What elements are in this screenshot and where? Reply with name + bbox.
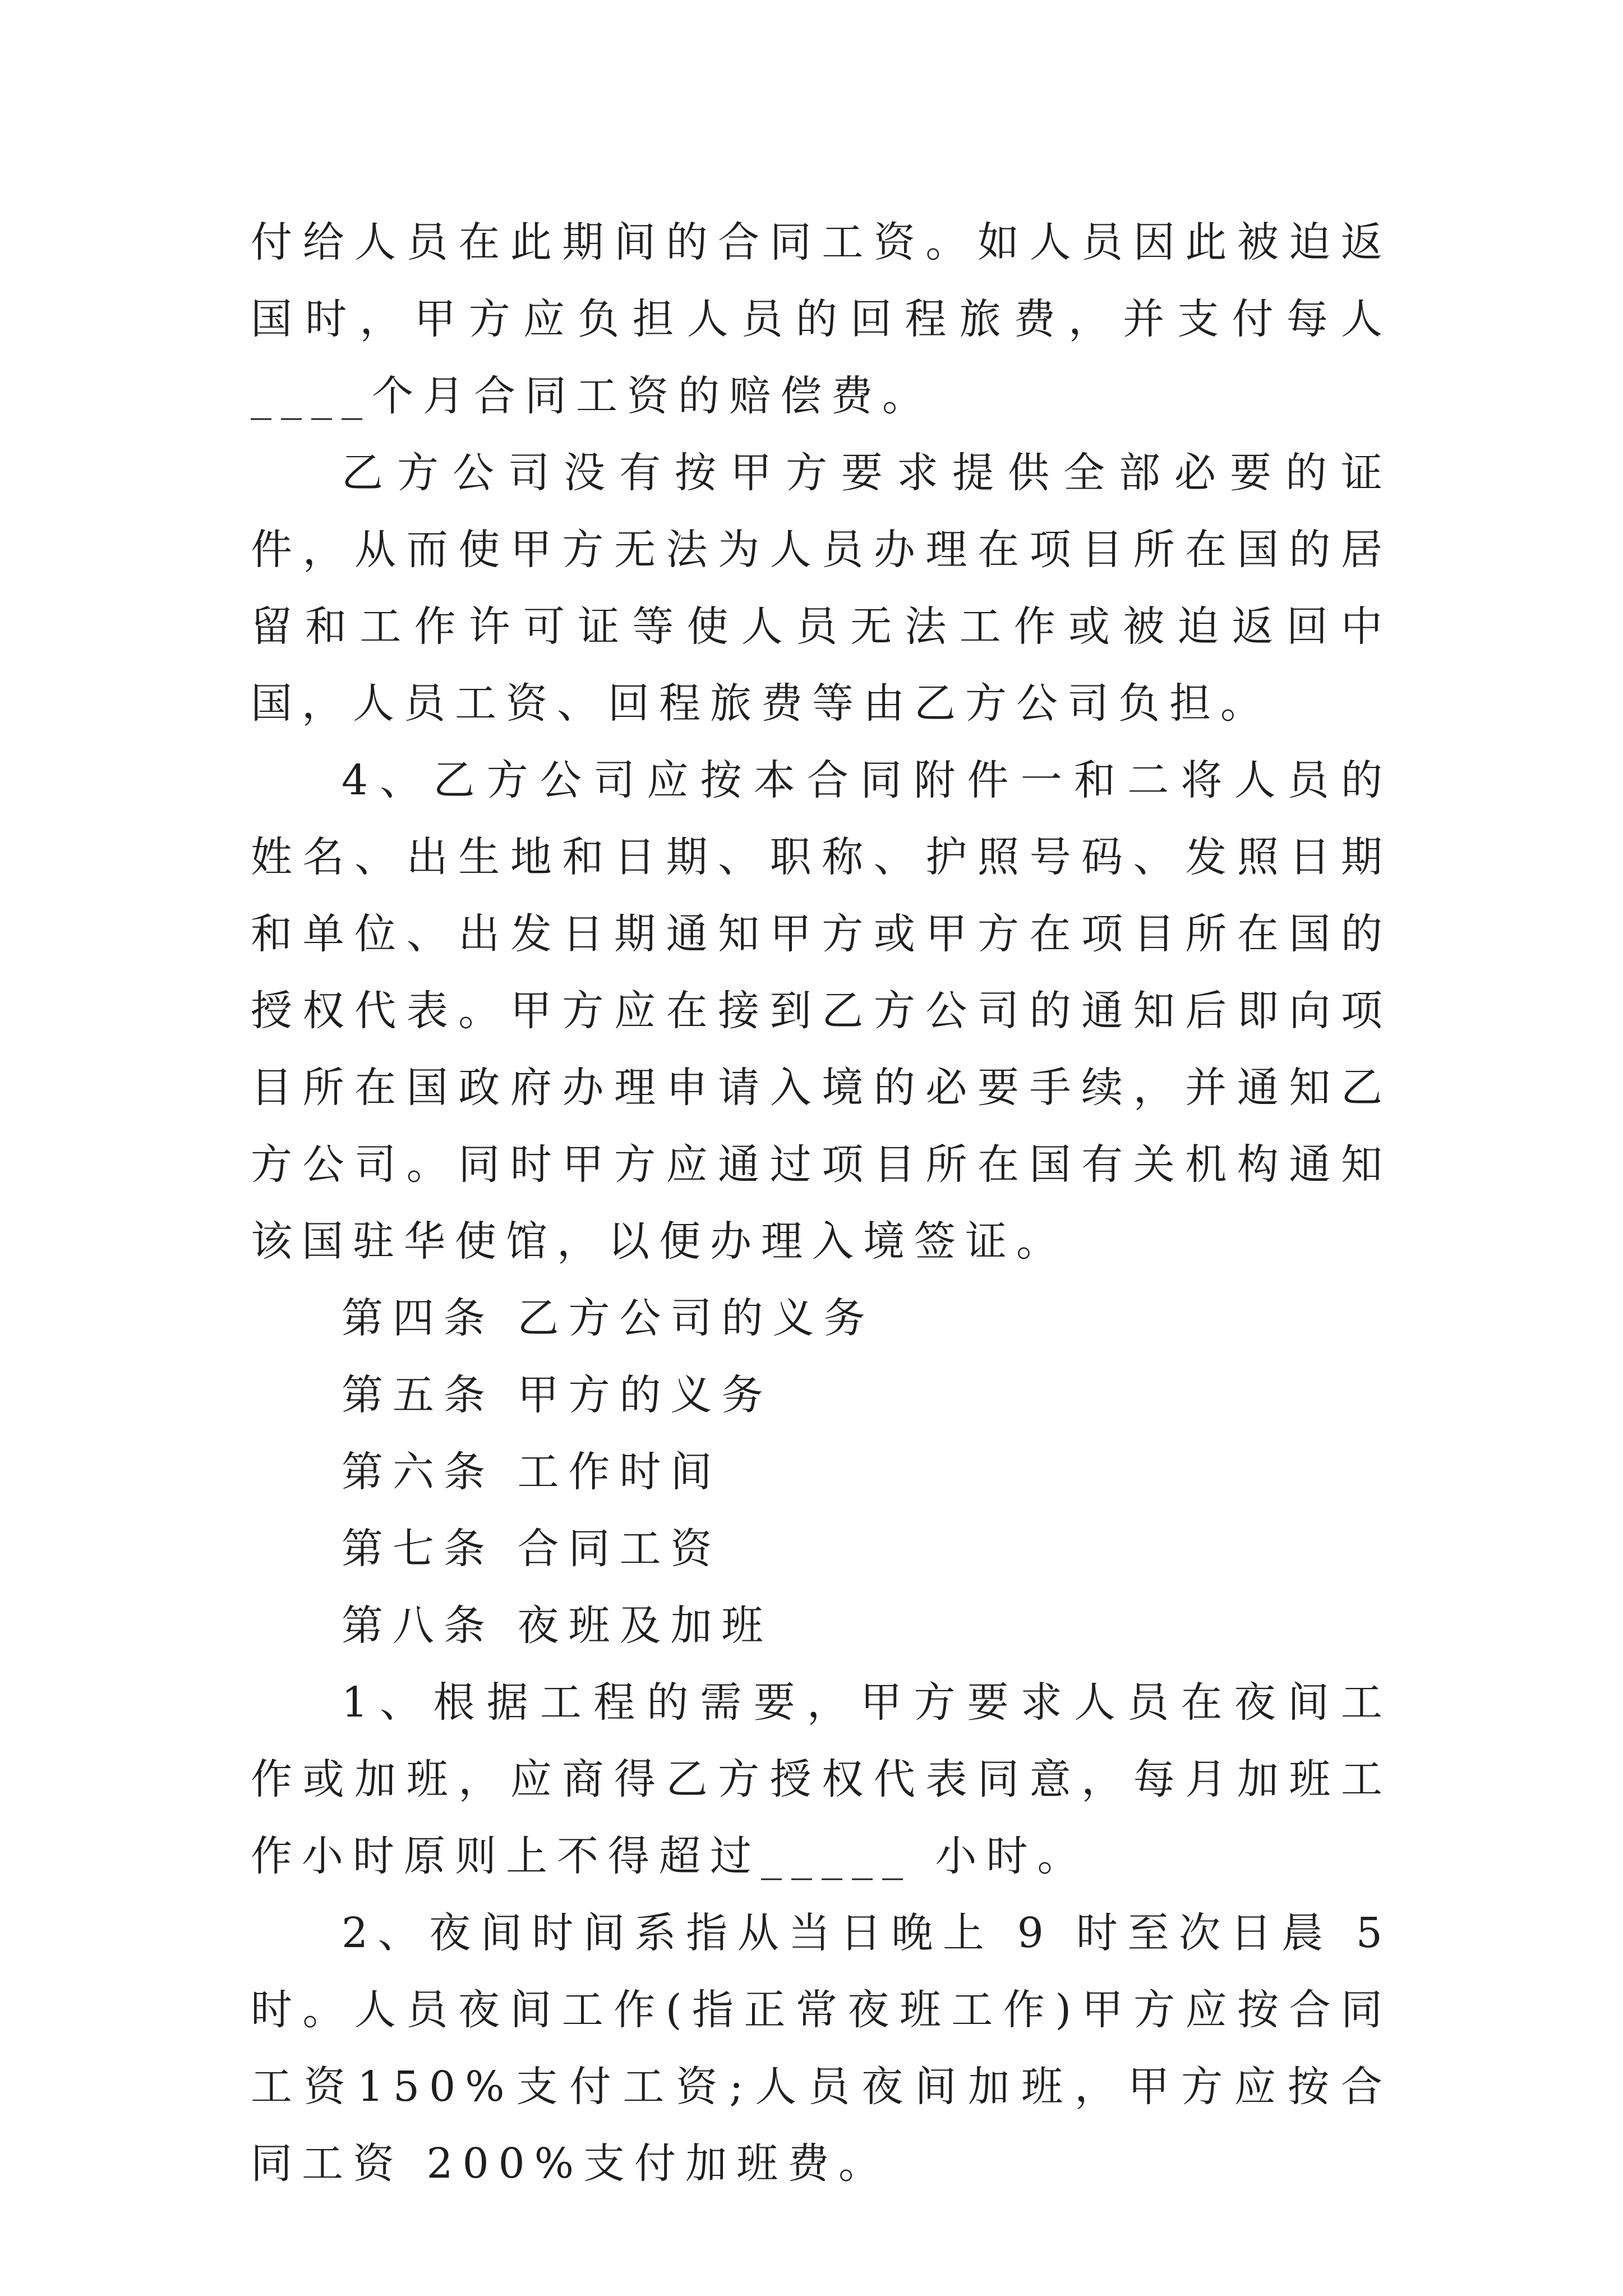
paragraph-overtime-limit: 1、根据工程的需要，甲方要求人员在夜间工作或加班，应商得乙方授权代表同意，每月加班工作小时原则上不得超过_____ 小时。 (251, 1678, 1392, 1880)
article-5-heading: 第五条 甲方的义务 (342, 1371, 773, 1419)
paragraph-documents-liability: 乙方公司没有按甲方要求提供全部必要的证件，从而使甲方无法为人员办理在项目所在国的居留和工作许可证等使人员无法工作或被迫返回中国，人员工资、回程旅费等由乙方公司负担。 (251, 449, 1392, 728)
paragraph-night-pay: 2、夜间时间系指从当日晚上 9 时至次日晨 5 时。人员夜间工作(指正常夜班工作)甲方应按合同工资150%支付工资;人员夜间加班，甲方应按合同工资 200%支付加班费。 (251, 1909, 1392, 2188)
article-7-heading: 第七条 合同工资 (342, 1525, 722, 1573)
article-4-heading: 第四条 乙方公司的义务 (342, 1294, 875, 1342)
paragraph-personnel-notification: 4、乙方公司应按本合同附件一和二将人员的姓名、出生地和日期、职称、护照号码、发照日期和单位、出发日期通知甲方或甲方在项目所在国的授权代表。甲方应在接到乙方公司的通知后即向项目所在国政府办理申请入境的必要手续，并通知乙方公司。同时甲方应通过项目所在国有关机构通知该国驻华使馆，以便办理入境签证。 (251, 756, 1392, 1266)
document-body (251, 204, 1392, 2202)
article-8-heading: 第八条 夜班及加班 (342, 1602, 773, 1650)
paragraph-compensation-continued: 付给人员在此期间的合同工资。如人员因此被迫返国时，甲方应负担人员的回程旅费，并支付每人____个月合同工资的赔偿费。 (251, 218, 1392, 420)
article-6-heading: 第六条 工作时间 (342, 1448, 722, 1496)
